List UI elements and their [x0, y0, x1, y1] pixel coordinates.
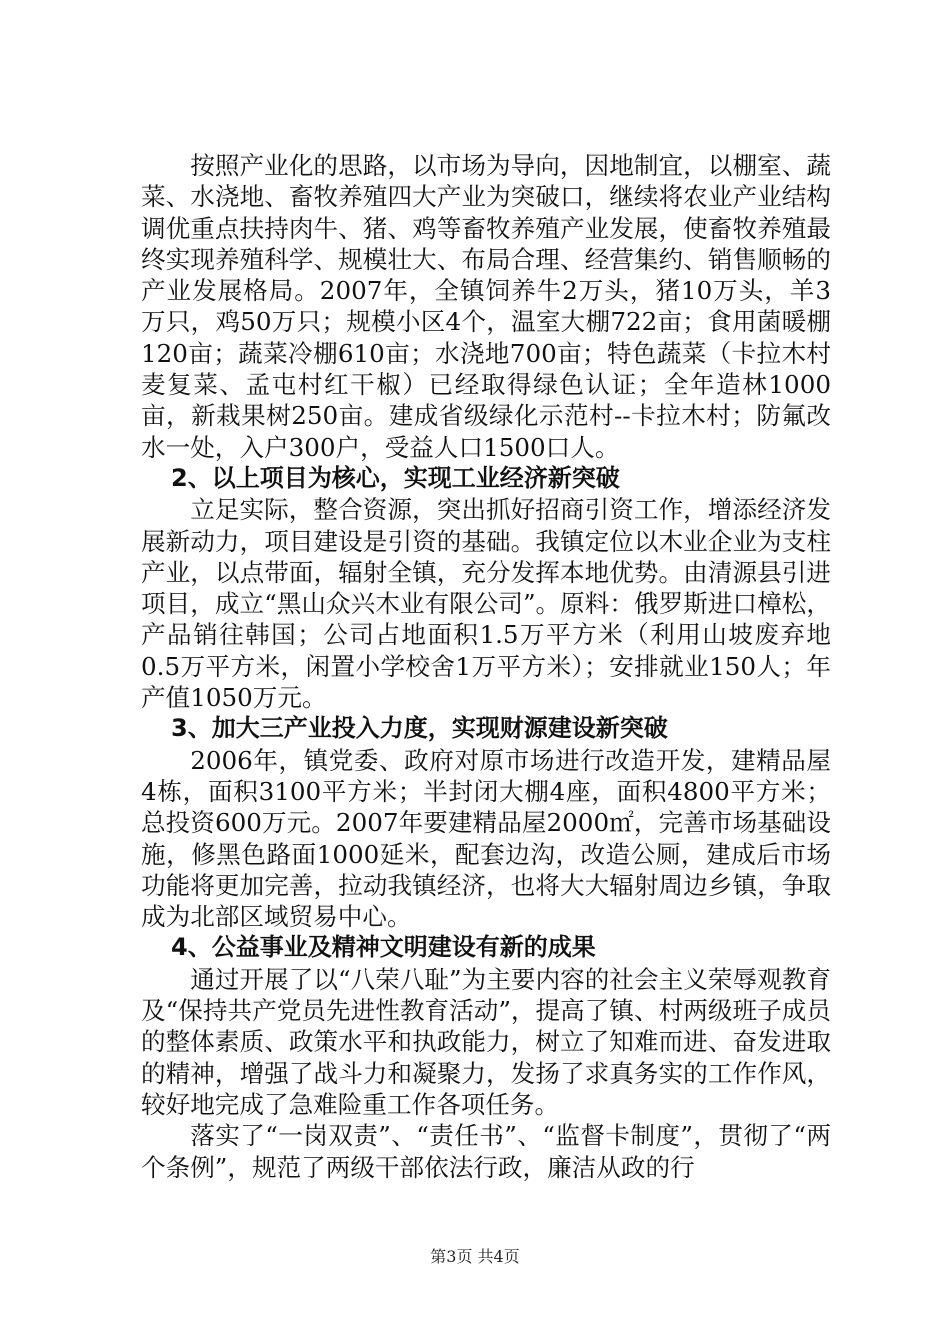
paragraph-responsibility: 落实了“一岗双责”、“责任书”、“监督卡制度”，贯彻了“两个条例”，规范了两级干部依法行政，廉洁从政的行: [141, 1121, 831, 1182]
heading-industry: 2、以上项目为核心，实现工业经济新突破: [171, 463, 620, 492]
heading-public-welfare: 4、公益事业及精神文明建设有新的成果: [171, 933, 596, 962]
paragraph-education: 通过开展了以“八荣八耻”为主要内容的社会主义荣辱观教育及“保持共产党员先进性教育活动”，提高了镇、村两级班子成员的整体素质、政策水平和执政能力，树立了知难而进、奋发进取的精神，增强了战斗力和凝聚力，发扬了求真务实的工作作风，较好地完成了急难险重工作各项任务。: [141, 964, 831, 1119]
paragraph-industry: 立足实际，整合资源，突出抓好招商引资工作，增添经济发展新动力，项目建设是引资的基础。我镇定位以木业企业为支柱产业，以点带面，辐射全镇，充分发挥本地优势。由清源县引进项目，成立“黑山众兴木业有限公司”。原料：俄罗斯进口樟松，产品销往韩国；公司占地面积1.5万平方米（利用山坡废弃地0.5万平方米，闲置小学校舍1万平方米）；安排就业150人；年产值1050万元。: [141, 495, 831, 713]
paragraph-agriculture: 按照产业化的思路，以市场为导向，因地制宜，以棚室、蔬菜、水浇地、畜牧养殖四大产业为突破口，继续将农业产业结构调优重点扶持肉牛、猪、鸡等畜牧养殖产业发展，使畜牧养殖最终实现养殖科学、规模壮大、布局合理、经营集约、销售顺畅的产业发展格局。2007年，全镇饲养牛2万头，猪10万头，羊3万只，鸡50万只；规模小区4个，温室大棚722亩；食用菌暖棚120亩；蔬菜冷棚610亩；水浇地700亩；特色蔬菜（卡拉木村麦复菜、孟屯村红干椒）已经取得绿色认证；全年造林1000亩，新栽果树250亩。建成省级绿化示范村--卡拉木村；防氟改水一处，入户300户，受益人口1500口人。: [141, 151, 831, 462]
page-footer: 第3页 共4页: [430, 1247, 520, 1266]
document-body: [141, 150, 831, 1183]
paragraph-tertiary: 2006年，镇党委、政府对原市场进行改造开发，建精品屋4栋，面积3100平方米；半封闭大棚4座，面积4800平方米；总投资600万元。2007年要建精品屋2000㎡，完善市场基础设施，修黑色路面1000延米，配套边沟，改造公厕，建成后市场功能将更加完善，拉动我镇经济，也将大大辐射周边乡镇，争取成为北部区域贸易中心。: [141, 745, 831, 932]
heading-tertiary: 3、加大三产业投入力度，实现财源建设新突破: [171, 714, 668, 743]
